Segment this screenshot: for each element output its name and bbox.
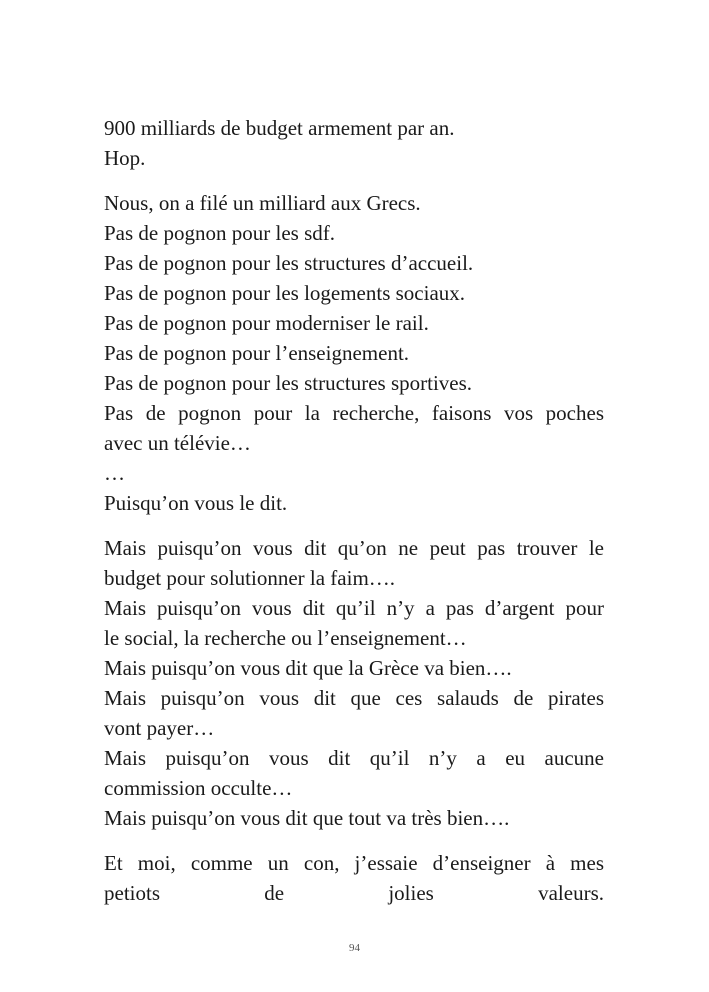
text-line: Mais puisqu’on vous dit qu’il n’y a eu aucune [104,746,604,770]
text-line: 900 milliards de budget armement par an. [104,116,455,140]
text-line: Mais puisqu’on vous dit que tout va très bien…. [104,806,510,830]
text-line: Pas de pognon pour les sdf. [104,221,335,245]
text-line: Mais puisqu’on vous dit que ces salauds de pirates [104,686,604,710]
text-line: commission occulte… [104,776,293,800]
paragraph-3 [104,533,604,833]
text-line: Mais puisqu’on vous dit qu’il n’y a pas d’argent pour [104,596,604,620]
text-line: le social, la recherche ou l’enseignement… [104,626,467,650]
text-line: Puisqu’on vous le dit. [104,491,288,515]
text-line: petiots de jolies valeurs. [104,881,604,905]
text-line: Et moi, comme un con, j’essaie d’enseigner à mes [104,851,604,875]
paragraph-4 [104,848,604,908]
text-line: Pas de pognon pour les structures d’accueil. [104,251,474,275]
paragraph-2 [104,188,604,518]
text-line: vont payer… [104,716,215,740]
text-line: Mais puisqu’on vous dit que la Grèce va bien…. [104,656,512,680]
text-line: Pas de pognon pour moderniser le rail. [104,311,429,335]
page-body [104,113,604,923]
text-line: Pas de pognon pour les logements sociaux. [104,281,466,305]
paragraph-1 [104,113,604,173]
text-line: budget pour solutionner la faim…. [104,566,396,590]
text-line: Mais puisqu’on vous dit qu’on ne peut pas trouver le [104,536,604,560]
text-line: avec un télévie… [104,431,251,455]
text-line: Pas de pognon pour l’enseignement. [104,341,410,365]
text-line: Nous, on a filé un milliard aux Grecs. [104,191,421,215]
text-line: … [104,461,125,485]
page-number: 94 [349,942,360,954]
text-line: Pas de pognon pour la recherche, faisons vos poches [104,401,604,425]
text-line: Pas de pognon pour les structures sportives. [104,371,473,395]
text-line: Hop. [104,146,146,170]
